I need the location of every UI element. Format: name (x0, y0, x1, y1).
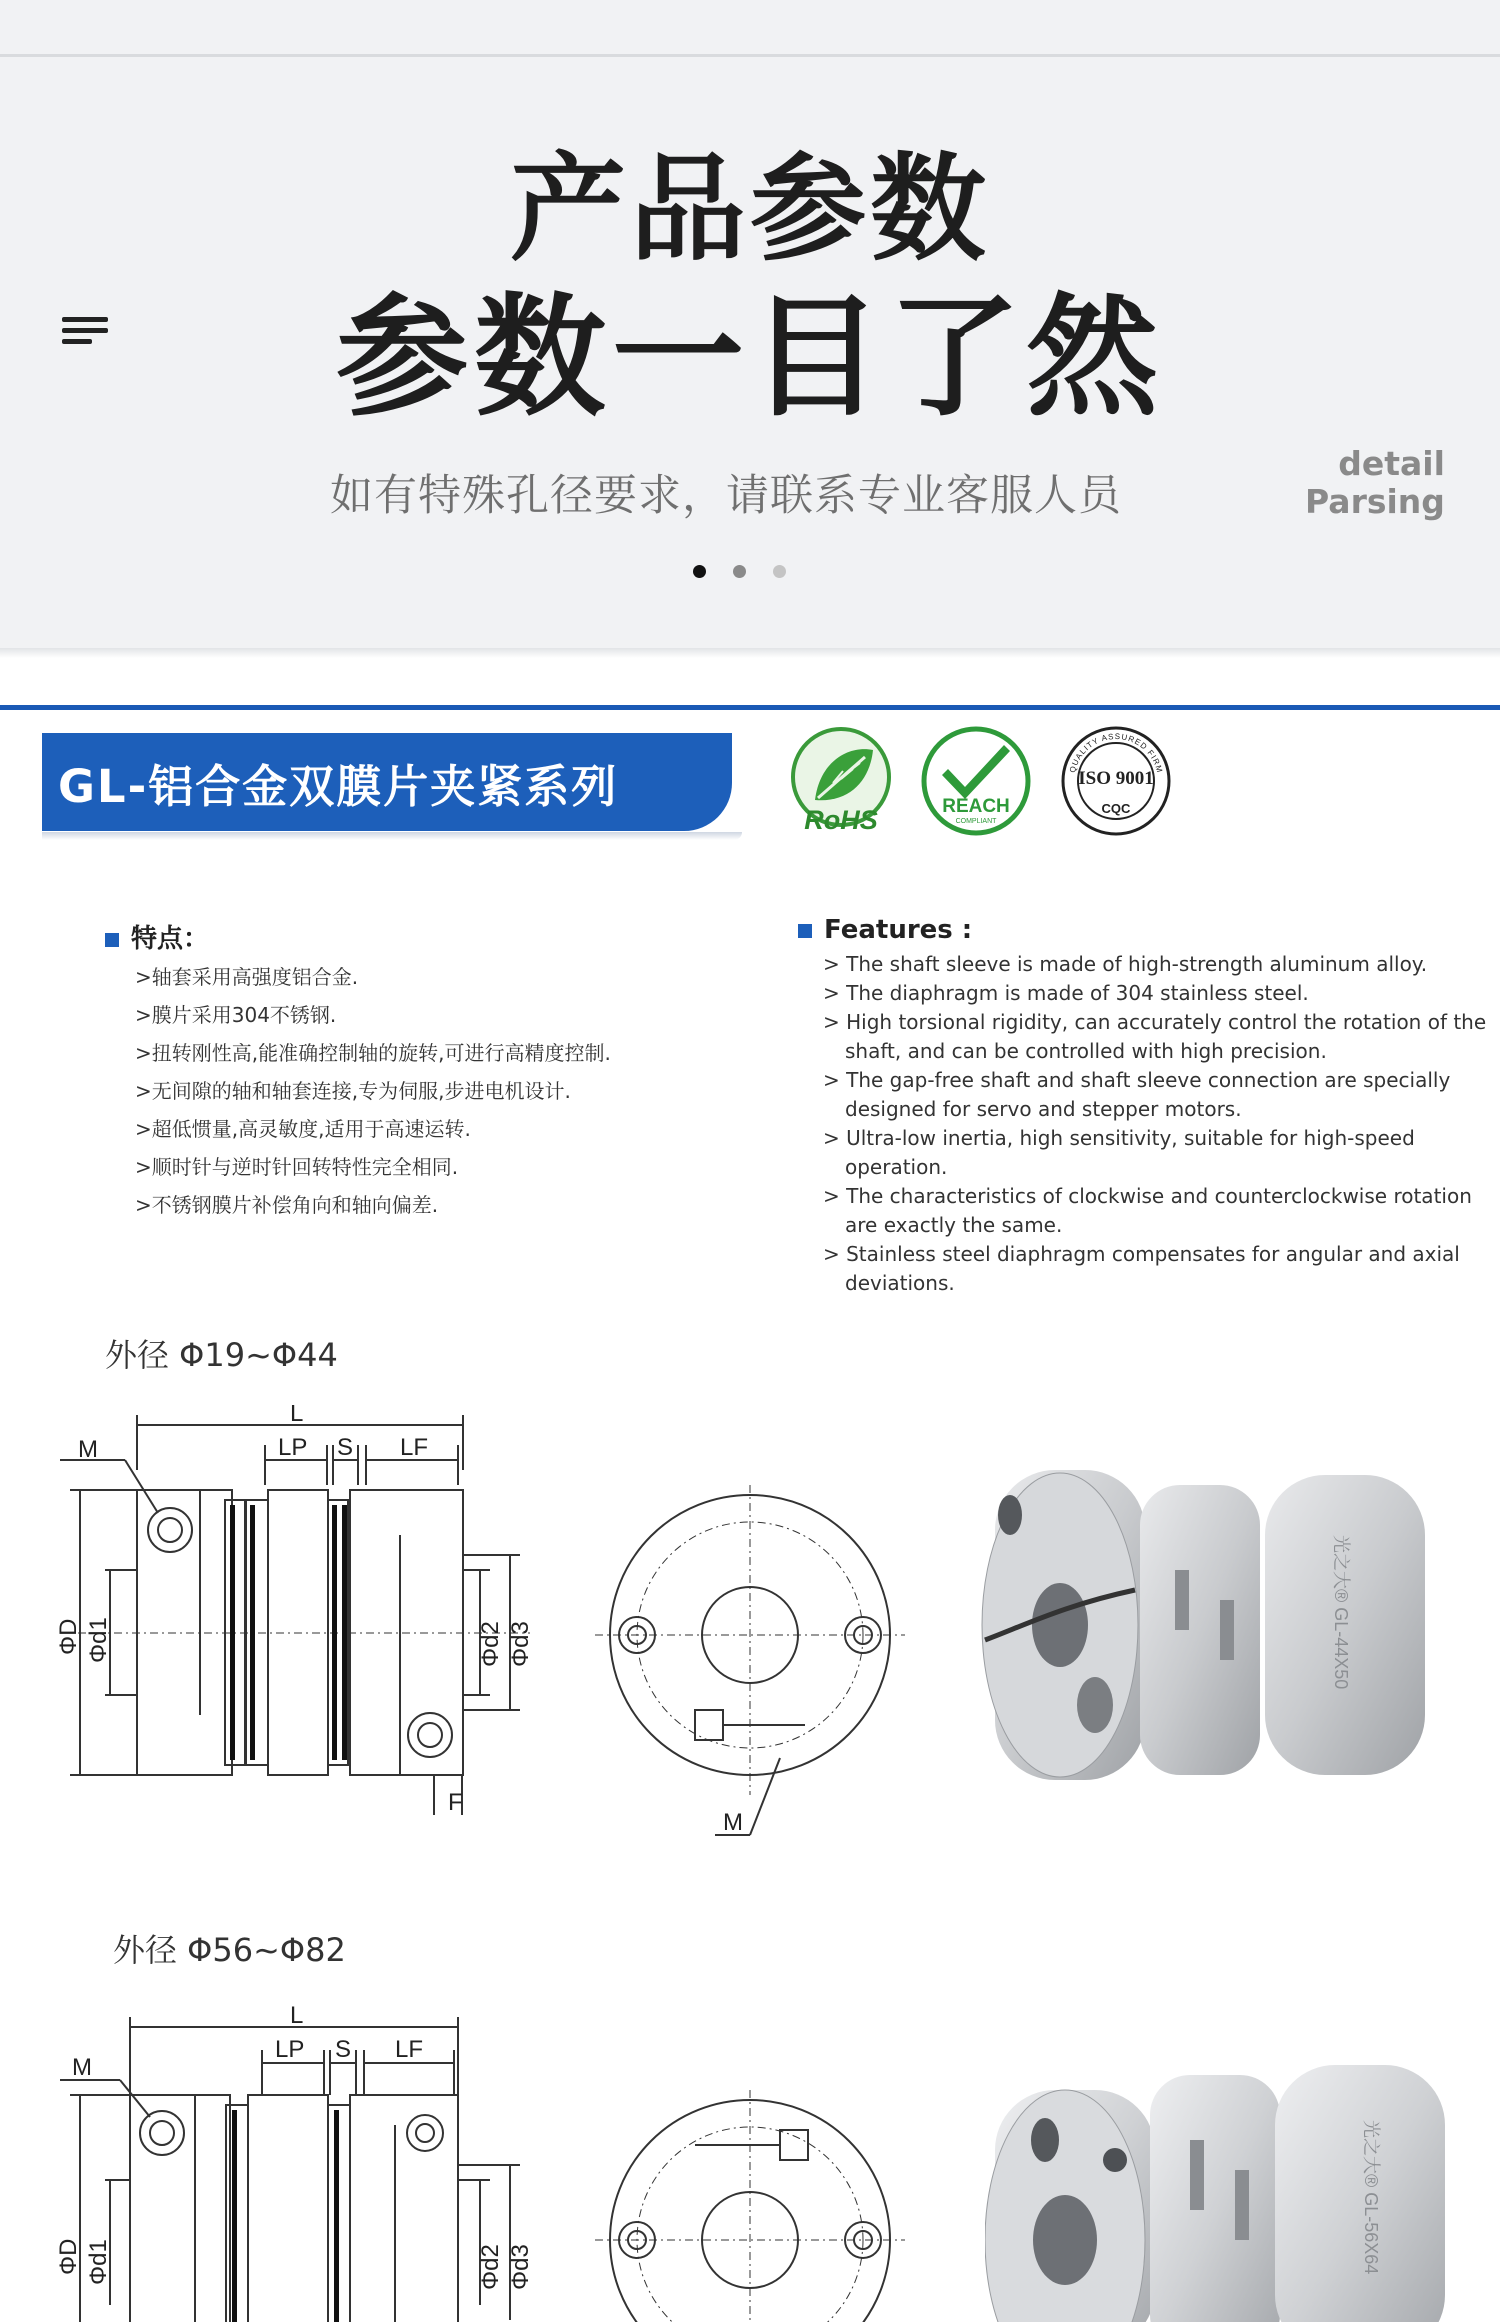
custom-bore-note: 如有特殊孔径要求，请联系专业客服人员 (330, 471, 1122, 521)
series-banner-shadow (42, 832, 742, 840)
dim-d2: Φd2 (477, 1621, 504, 1667)
rohs-label: RoHS (804, 805, 878, 835)
features-cn-heading: 特点： (105, 918, 209, 955)
list-item: >顺时针与逆时针回转特性完全相同. (135, 1155, 459, 1179)
header-top-divider (0, 54, 1500, 57)
dim-d3: Φd3 (507, 2244, 534, 2290)
list-item: >无间隙的轴和轴套连接,专为伺服,步进电机设计. (135, 1079, 571, 1103)
features-en-list (823, 950, 1500, 1298)
dim-d1: Φd1 (85, 1617, 112, 1663)
bullet-square-icon (798, 924, 812, 938)
bullet-square-icon (105, 933, 119, 947)
page-subtitle-heading: 参数一目了然 (336, 281, 1164, 435)
page-title: 产品参数 (510, 142, 990, 277)
dim-LF: LF (400, 1434, 429, 1461)
coupling-side-view-drawing (50, 1405, 550, 1825)
list-item: > The gap-free shaft and shaft sleeve connection are specially designed for servo and stepper motors. (823, 1068, 1451, 1121)
section-divider-blue (0, 705, 1500, 710)
coupling-end-view-drawing (595, 1485, 915, 1845)
dim-d1: Φd1 (85, 2239, 112, 2285)
dim-LF: LF (395, 2036, 424, 2063)
dim-M: M (78, 1436, 98, 1463)
engraving-text: 光之大® GL-44X50 (1331, 1535, 1351, 1690)
dim-LP: LP (275, 2036, 305, 2063)
list-item: >膜片采用304不锈钢. (135, 1003, 337, 1027)
dim-L: L (290, 1405, 304, 1427)
engraving-text: 光之大® GL-56X64 (1361, 2120, 1381, 2275)
dim-S: S (335, 2036, 352, 2063)
detail-parsing-label (1305, 445, 1445, 521)
dim-D: ΦD (55, 2238, 82, 2275)
coupling-end-view-drawing-2 (595, 2090, 915, 2322)
list-item: > Ultra-low inertia, high sensitivity, suitable for high-speed operation. (823, 1126, 1415, 1179)
reach-sub: COMPLIANT (955, 818, 997, 825)
iso-ring-text: QUALITY ASSURED FIRM (1067, 731, 1165, 775)
reach-label: REACH (942, 796, 1010, 817)
detail-word: detail (1338, 444, 1445, 483)
header-bottom-shadow (0, 648, 1500, 658)
list-item: > The diaphragm is made of 304 stainless steel. (823, 981, 1309, 1005)
carousel-dot-3[interactable] (773, 565, 786, 578)
dim-LP: LP (278, 1434, 308, 1461)
coupling-product-photo (965, 1445, 1455, 1805)
list-item: > High torsional rigidity, can accurately control the rotation of the shaft, and can be controlled with high precision. (823, 1010, 1487, 1063)
section-label-small: 外径 Φ19~Φ44 (105, 1336, 338, 1374)
list-item: >轴套采用高强度铝合金. (135, 965, 359, 989)
iso-label: ISO 9001 (1078, 768, 1154, 789)
series-title: GL-铝合金双膜片夹紧系列 (58, 760, 619, 813)
rohs-leaf-icon (785, 725, 897, 837)
dim-L: L (290, 2005, 304, 2029)
carousel-dot-1[interactable] (693, 565, 706, 578)
cqc-label: CQC (1101, 801, 1131, 816)
features-cn-list (135, 958, 611, 1224)
list-item: >扭转刚性高,能准确控制轴的旋转,可进行高精度控制. (135, 1041, 611, 1065)
list-item: > The shaft sleeve is made of high-strength aluminum alloy. (823, 952, 1428, 976)
reach-check-icon (920, 725, 1032, 837)
dim-M: M (72, 2054, 92, 2081)
section-label-large: 外径 Φ56~Φ82 (113, 1931, 346, 1969)
list-item: >超低惯量,高灵敏度,适用于高速运转. (135, 1117, 471, 1141)
iso-seal-icon (1060, 725, 1172, 837)
end-view-M: M (723, 1809, 743, 1836)
list-item: > The characteristics of clockwise and counterclockwise rotation are exactly the same. (823, 1184, 1472, 1237)
coupling-side-view-drawing-2 (50, 2005, 550, 2322)
coupling-product-photo-2 (985, 2050, 1455, 2322)
list-item: >不锈钢膜片补偿角向和轴向偏差. (135, 1193, 439, 1217)
dim-D: ΦD (55, 1618, 82, 1655)
list-item: > Stainless steel diaphragm compensates for angular and axial deviations. (823, 1242, 1460, 1295)
features-en-heading: Features : (798, 915, 972, 945)
dim-F: F (448, 1789, 463, 1816)
carousel-dot-2[interactable] (733, 565, 746, 578)
parsing-word: Parsing (1305, 482, 1445, 521)
dim-S: S (337, 1434, 354, 1461)
dim-d2: Φd2 (477, 2244, 504, 2290)
dim-d3: Φd3 (507, 1621, 534, 1667)
